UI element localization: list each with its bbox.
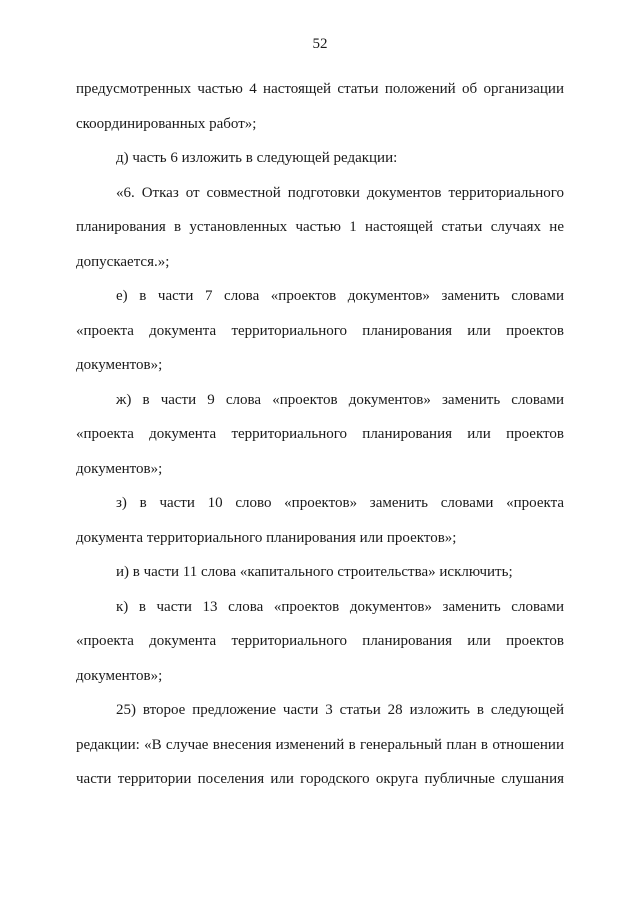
text-line: и) в части 11 слова «капитального строительства» исключить; (116, 564, 513, 580)
text-line: допускается.»; (76, 253, 170, 270)
document-body (76, 72, 564, 797)
text-line: документов»; (76, 357, 163, 373)
text-line: документов»; (76, 460, 163, 477)
text-line: «6. Отказ от совместной подготовки документов территориального (116, 184, 564, 201)
text-line: документов»; (76, 667, 163, 684)
text-line: 25) второе предложение части 3 статьи 28 изложить в следующей (116, 702, 564, 718)
page-number: 52 (312, 36, 328, 52)
text-line: к) в части 13 слова «проектов документов» заменить словами (116, 598, 564, 615)
text-line: ж) в части 9 слова «проектов документов» заменить словами (116, 391, 564, 408)
text-line: предусмотренных частью 4 настоящей статьи положений об организации (76, 81, 564, 97)
text-line: части территории поселения или городского округа публичные слушания (76, 771, 564, 787)
text-line: скоординированных работ»; (76, 115, 257, 132)
text-line: планирования в установленных частью 1 настоящей статьи случаях не (76, 219, 564, 235)
text-line: е) в части 7 слова «проектов документов» заменить словами (116, 288, 564, 304)
text-line: документа территориального планирования или проектов»; (76, 529, 457, 546)
text-line: «проекта документа территориального планирования или проектов (76, 322, 564, 339)
text-line: редакции: «В случае внесения изменений в генеральный план в отношении (76, 736, 564, 753)
text-line: «проекта документа территориального планирования или проектов (76, 426, 564, 442)
text-line: «проекта документа территориального планирования или проектов (76, 633, 564, 649)
text-line: д) часть 6 изложить в следующей редакции: (116, 150, 398, 166)
text-line: з) в части 10 слово «проектов» заменить словами «проекта (116, 495, 564, 511)
